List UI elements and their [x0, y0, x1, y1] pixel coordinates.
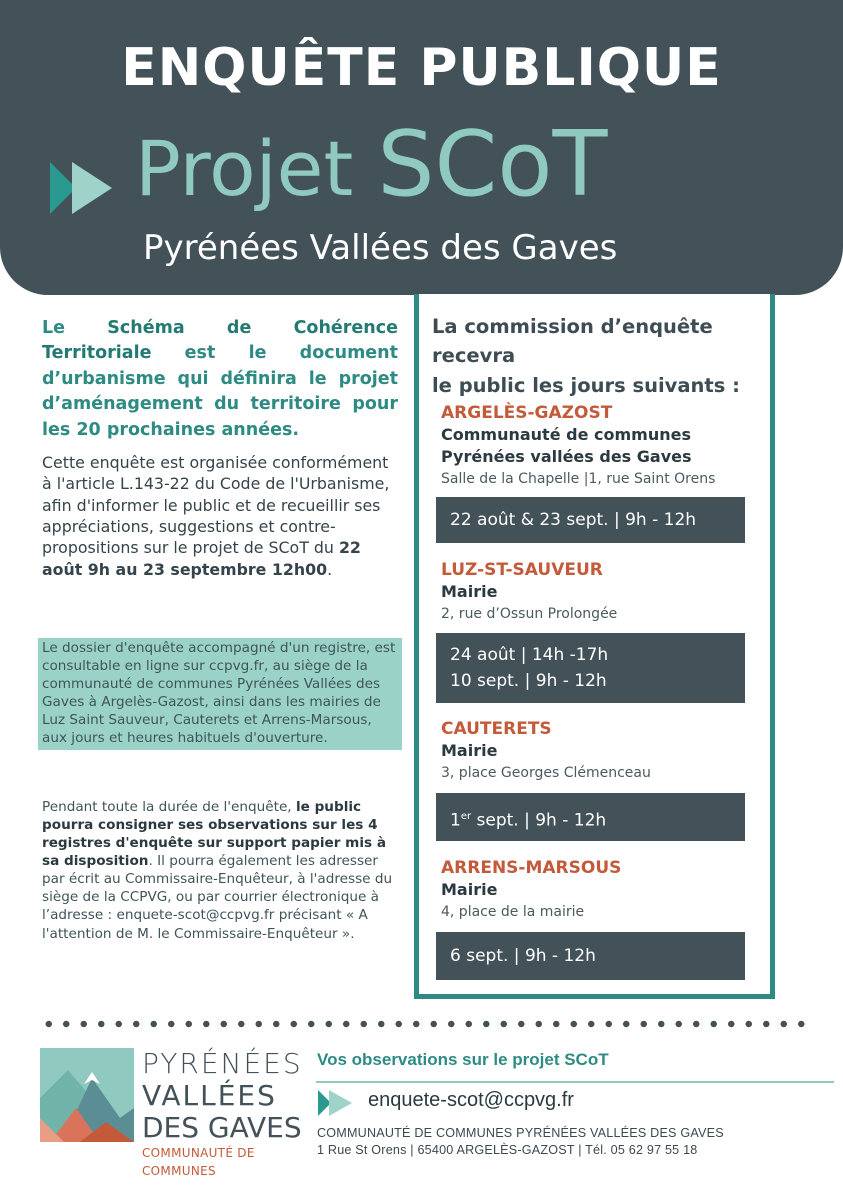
schedule-slot	[436, 793, 745, 841]
logo-line: PYRÉNÉES	[142, 1047, 303, 1080]
enquiry-paragraph	[42, 452, 402, 580]
location-city: ARRENS-MARSOUS	[441, 858, 622, 878]
project-subtitle: Pyrénées Vallées des Gaves	[143, 228, 618, 268]
schedule-slot	[436, 932, 745, 980]
location-arrens	[441, 857, 761, 923]
organization-address: 1 Rue St Orens | 65400 ARGELÈS-GAZOST | Tél. 05 62 97 55 18	[317, 1143, 698, 1157]
slot-time: | 9h - 12h	[519, 671, 607, 691]
location-luz	[441, 559, 761, 625]
logo-wordmark	[142, 1048, 302, 1180]
schedule-title	[432, 312, 762, 400]
location-place: Communauté de communes	[441, 425, 691, 444]
location-address: Salle de la Chapelle |1, rue Saint Orens	[441, 471, 716, 487]
location-address: 4, place de la mairie	[441, 904, 585, 920]
location-cauterets	[441, 718, 761, 784]
slot-date: 6 sept.	[450, 946, 509, 966]
observations-text-c: . Il pourra également les adresser par écrit au Commissaire-Enquêteur, à l'adresse du siège de la CCPVG, ou par courrier électronique à l’adresse : enquete-scot@ccpvg.fr précisant « A l'attention de M. le Commissaire-Enquêteur ».	[42, 853, 393, 942]
organization-name: COMMUNAUTÉ DE COMMUNES PYRÉNÉES VALLÉES DES GAVES	[317, 1126, 724, 1140]
intro-text-a: Le	[42, 318, 108, 338]
slot-date: 22 août & 23 sept.	[450, 510, 609, 530]
location-place: Mairie	[441, 582, 498, 601]
location-place: Mairie	[441, 880, 498, 899]
slot-time: | 9h - 12h	[518, 810, 607, 831]
location-city: ARGELÈS-GAZOST	[441, 403, 613, 423]
logo-line: VALLÉES	[142, 1079, 277, 1112]
schedule-title-line1: La commission d’enquête recevra	[432, 315, 713, 368]
mountain-logo-icon	[40, 1048, 134, 1142]
project-acronym: SCoT	[377, 112, 608, 217]
location-place: Mairie	[441, 741, 498, 760]
slot-date: 10 sept.	[450, 671, 520, 691]
observations-text-b: le public pourra consigner ses observations sur les 4 registres d'enquête sur support papier mis à sa disposition	[42, 799, 386, 870]
observations-paragraph	[42, 798, 402, 943]
schedule-title-line2: le public les jours suivants :	[432, 373, 740, 397]
location-city: CAUTERETS	[441, 719, 552, 739]
dotted-divider	[40, 1020, 810, 1028]
location-city: LUZ-ST-SAUVEUR	[441, 560, 603, 580]
enquiry-end: .	[327, 559, 333, 579]
logo-line: COMMUNAUTÉ DE COMMUNES	[142, 1146, 255, 1178]
slot-time: | 9h - 12h	[508, 946, 596, 966]
location-address: 3, place Georges Clémenceau	[441, 765, 651, 781]
enquiry-text: Cette enquête est organisée conformément à l'article L.143-22 du Code de l'Urbanisme, afin d'informer le public et de recueillir ses appréciations, suggestions et contre-propositions sur le projet de SCoT du	[42, 453, 390, 558]
project-word: Projet	[135, 124, 354, 213]
slot-day: 1	[450, 810, 461, 831]
slot-day-suffix: er	[460, 811, 472, 822]
header-banner	[0, 0, 843, 295]
page-title: ENQUÊTE PUBLIQUE	[121, 38, 722, 98]
slot-time: | 9h - 12h	[608, 510, 697, 530]
location-argeles	[441, 402, 761, 490]
logo-line: DES GAVES	[142, 1111, 302, 1144]
location-place: Pyrénées vallées des Gaves	[441, 447, 692, 466]
slot-time: | 14h -17h	[515, 645, 609, 665]
project-heading	[135, 112, 608, 217]
intro-paragraph	[42, 316, 398, 443]
double-arrow-icon	[50, 162, 118, 214]
observations-text-a: Pendant toute la durée de l'enquête,	[42, 799, 296, 815]
dossier-text: Le dossier d'enquête accompagné d'un registre, est consultable en ligne sur ccpvg.fr, au siège de la communauté de communes Pyrénées Vallées des Gaves à Argelès-Gazost, ainsi dans les mairies de Luz Saint Sauveur, Cauterets et Arrens-Marsous, aux jours et heures habituels d'ouverture.	[42, 640, 396, 746]
slot-date: 24 août	[450, 645, 516, 665]
intro-text-b: Schéma de Cohérence Territoriale	[42, 318, 398, 364]
observations-title: Vos observations sur le projet SCoT	[317, 1050, 609, 1069]
schedule-slot	[436, 633, 745, 703]
contact-email-link[interactable]: enquete-scot@ccpvg.fr	[368, 1089, 574, 1111]
double-arrow-icon	[318, 1090, 356, 1116]
schedule-slot	[436, 497, 745, 543]
enquiry-dates: 22 août 9h au 23 septembre 12h00	[42, 538, 361, 579]
footer-rule	[316, 1081, 834, 1083]
dossier-box	[38, 638, 402, 750]
location-address: 2, rue d’Ossun Prolongée	[441, 606, 618, 622]
intro-text-c: est le document d’urbanisme qui définira le projet d’aménagement du territoire pour les 20 prochaines années.	[42, 343, 398, 440]
slot-date: sept.	[471, 810, 519, 831]
